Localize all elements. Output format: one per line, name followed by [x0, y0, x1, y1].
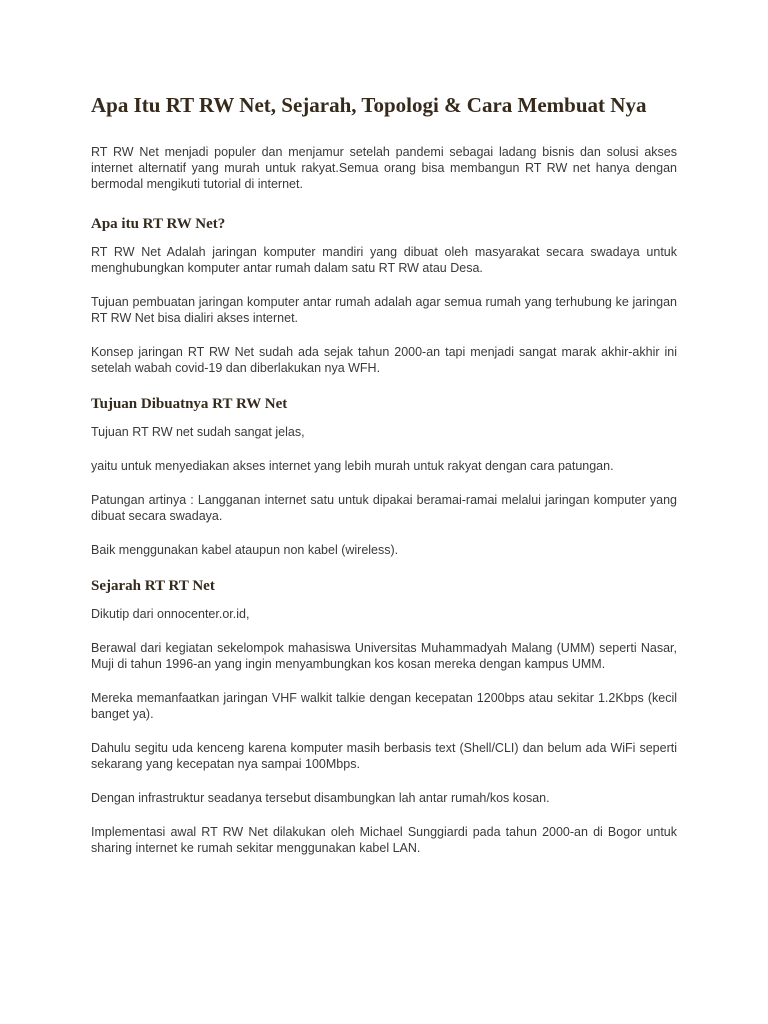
section-heading: Sejarah RT RT Net: [91, 578, 215, 594]
section-paragraph: Dikutip dari onnocenter.or.id,: [91, 607, 250, 621]
section-paragraph: Baik menggunakan kabel ataupun non kabel (wireless).: [91, 543, 399, 557]
section-paragraph: Berawal dari kegiatan sekelompok mahasiswa Universitas Muhammadyah Malang (UMM) seperti Nasar, Muji di tahun 1996-an yang ingin menyambungkan kos kosan mereka dengan kampus UMM.: [91, 641, 677, 671]
section-paragraph: yaitu untuk menyediakan akses internet yang lebih murah untuk rakyat dengan cara patungan.: [91, 459, 614, 473]
section-paragraph: Implementasi awal RT RW Net dilakukan oleh Michael Sunggiardi pada tahun 2000-an di Bogor untuk sharing internet ke rumah sekitar menggunakan kabel LAN.: [91, 825, 677, 855]
section-heading: Tujuan Dibuatnya RT RW Net: [91, 396, 288, 412]
document-title: Apa Itu RT RW Net, Sejarah, Topologi & Cara Membuat Nya: [91, 93, 647, 117]
section-apa-itu: [91, 214, 677, 376]
section-paragraph: Patungan artinya : Langganan internet satu untuk dipakai beramai-ramai melalui jaringan komputer yang dibuat secara swadaya.: [91, 493, 677, 523]
section-paragraph: Tujuan pembuatan jaringan komputer antar rumah adalah agar semua rumah yang terhubung ke jaringan RT RW Net bisa dialiri akses internet.: [91, 295, 677, 325]
section-paragraph: RT RW Net Adalah jaringan komputer mandiri yang dibuat oleh masyarakat secara swadaya untuk menghubungkan komputer antar rumah dalam satu RT RW atau Desa.: [91, 245, 677, 275]
section-heading: Apa itu RT RW Net?: [91, 216, 226, 232]
section-tujuan: [91, 394, 677, 558]
section-paragraph: Mereka memanfaatkan jaringan VHF walkit talkie dengan kecepatan 1200bps atau sekitar 1.2Kbps (kecil banget ya).: [91, 691, 677, 721]
section-paragraph: Dahulu segitu uda kenceng karena komputer masih berbasis text (Shell/CLI) dan belum ada WiFi seperti sekarang yang kecepatan nya sampai 100Mbps.: [91, 741, 677, 771]
section-paragraph: Konsep jaringan RT RW Net sudah ada sejak tahun 2000-an tapi menjadi sangat marak akhir-akhir ini setelah wabah covid-19 dan diberlakukan nya WFH.: [91, 345, 677, 375]
section-paragraph: Tujuan RT RW net sudah sangat jelas,: [91, 425, 305, 439]
section-paragraph: Dengan infrastruktur seadanya tersebut disambungkan lah antar rumah/kos kosan.: [91, 791, 550, 805]
intro-paragraph: RT RW Net menjadi populer dan menjamur setelah pandemi sebagai ladang bisnis dan solusi akses internet alternatif yang murah untuk rakyat.Semua orang bisa membangun RT RW net hanya dengan bermodal mengikuti tutorial di internet.: [91, 145, 677, 191]
section-sejarah: [91, 576, 677, 856]
